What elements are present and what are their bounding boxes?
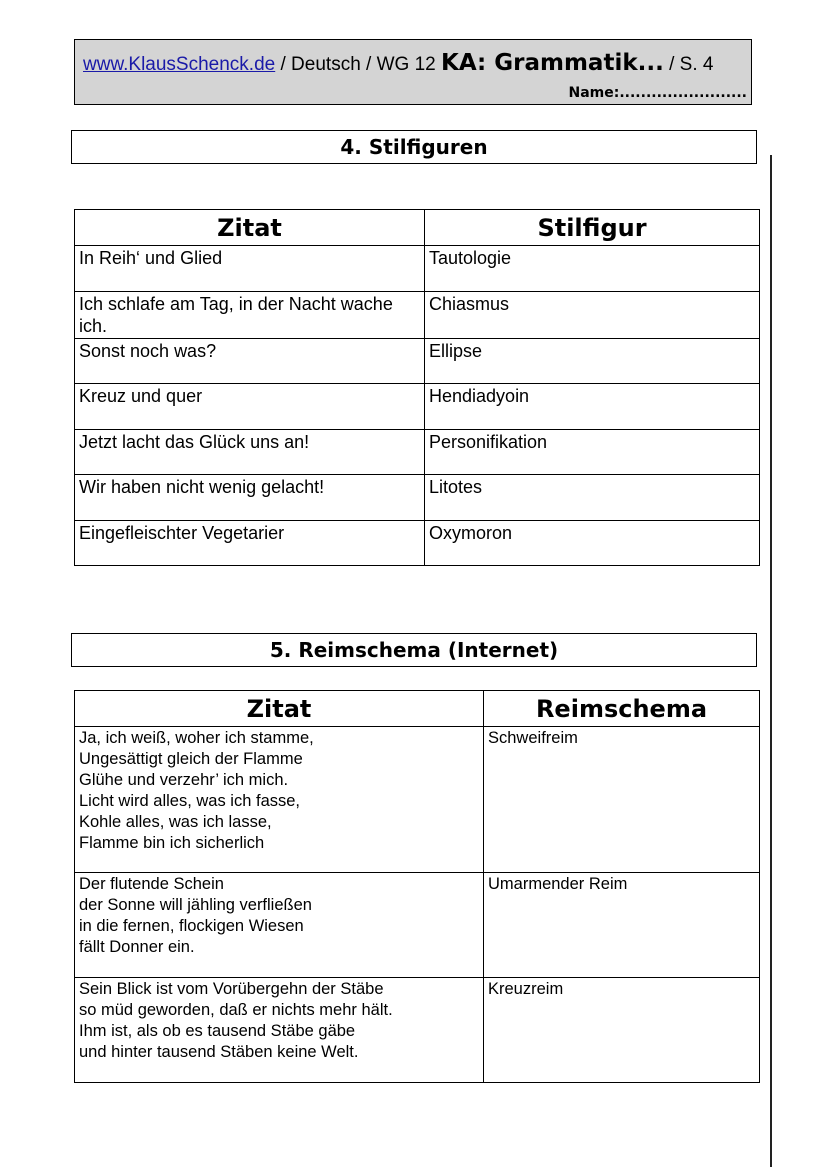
header-path: / Deutsch / WG 12 (275, 54, 441, 75)
reimschema-table (74, 690, 760, 1083)
page-header (74, 39, 752, 105)
exam-title: KA: Grammatik... (441, 50, 664, 76)
name-field-label: Name:........................ (568, 85, 747, 101)
table-row (75, 338, 760, 384)
table-row (75, 429, 760, 475)
poem-line: Licht wird alles, was ich fasse, (79, 792, 301, 810)
poem-line: Sein Blick ist vom Vorübergehn der Stäbe (79, 980, 384, 998)
column-header-zitat: Zitat (75, 210, 425, 246)
poem-line: Ja, ich weiß, woher ich stamme, (79, 729, 314, 747)
table-row (75, 475, 760, 521)
poem-line: Flamme bin ich sicherlich (79, 834, 265, 852)
section-5-title: 5. Reimschema (Internet) (71, 633, 757, 667)
zitat-cell: Wir haben nicht wenig gelacht! (75, 475, 425, 521)
column-header-stilfigur: Stilfigur (425, 210, 760, 246)
table-row (75, 291, 760, 338)
stilfigur-cell: Ellipse (425, 338, 760, 384)
zitat-cell (75, 873, 484, 978)
poem-line: der Sonne will jähling verfließen (79, 896, 312, 914)
table-row (75, 727, 760, 873)
poem-line: Ungesättigt gleich der Flamme (79, 750, 303, 768)
poem-line: Der flutende Schein (79, 875, 224, 893)
zitat-cell: Sonst noch was? (75, 338, 425, 384)
stilfigur-cell: Hendiadyoin (425, 384, 760, 430)
poem-line: fällt Donner ein. (79, 938, 195, 956)
poem-line: Ihm ist, als ob es tausend Stäbe gäbe (79, 1022, 356, 1040)
poem-line: und hinter tausend Stäben keine Welt. (79, 1043, 359, 1061)
header-line (83, 49, 713, 79)
table-header-row (75, 210, 760, 246)
margin-rule (770, 155, 772, 1167)
stilfigur-cell: Chiasmus (425, 291, 760, 338)
table-row (75, 246, 760, 292)
reimschema-cell: Kreuzreim (484, 978, 760, 1083)
reimschema-cell: Umarmender Reim (484, 873, 760, 978)
column-header-reimschema: Reimschema (484, 691, 760, 727)
table-row (75, 384, 760, 430)
zitat-cell: In Reih‘ und Glied (75, 246, 425, 292)
site-link[interactable]: www.KlausSchenck.de (83, 54, 276, 75)
zitat-cell (75, 978, 484, 1083)
poem-line: so müd geworden, daß er nichts mehr hält. (79, 1001, 393, 1019)
stilfigur-cell: Litotes (425, 475, 760, 521)
zitat-cell: Ich schlafe am Tag, in der Nacht wache ich. (75, 291, 425, 338)
poem-line: Kohle alles, was ich lasse, (79, 813, 272, 831)
poem-line: Glühe und verzehr’ ich mich. (79, 771, 289, 789)
table-row (75, 520, 760, 566)
stilfigur-cell: Personifikation (425, 429, 760, 475)
zitat-cell: Jetzt lacht das Glück uns an! (75, 429, 425, 475)
zitat-cell (75, 727, 484, 873)
stilfigur-cell: Tautologie (425, 246, 760, 292)
table-row (75, 978, 760, 1083)
poem-line: in die fernen, flockigen Wiesen (79, 917, 304, 935)
page-number: / S. 4 (663, 54, 714, 75)
table-row (75, 873, 760, 978)
stilfiguren-table (74, 209, 760, 566)
reimschema-cell: Schweifreim (484, 727, 760, 873)
zitat-cell: Kreuz und quer (75, 384, 425, 430)
column-header-zitat: Zitat (75, 691, 484, 727)
section-4-title: 4. Stilfiguren (71, 130, 757, 164)
zitat-cell: Eingefleischter Vegetarier (75, 520, 425, 566)
stilfigur-cell: Oxymoron (425, 520, 760, 566)
table-header-row (75, 691, 760, 727)
